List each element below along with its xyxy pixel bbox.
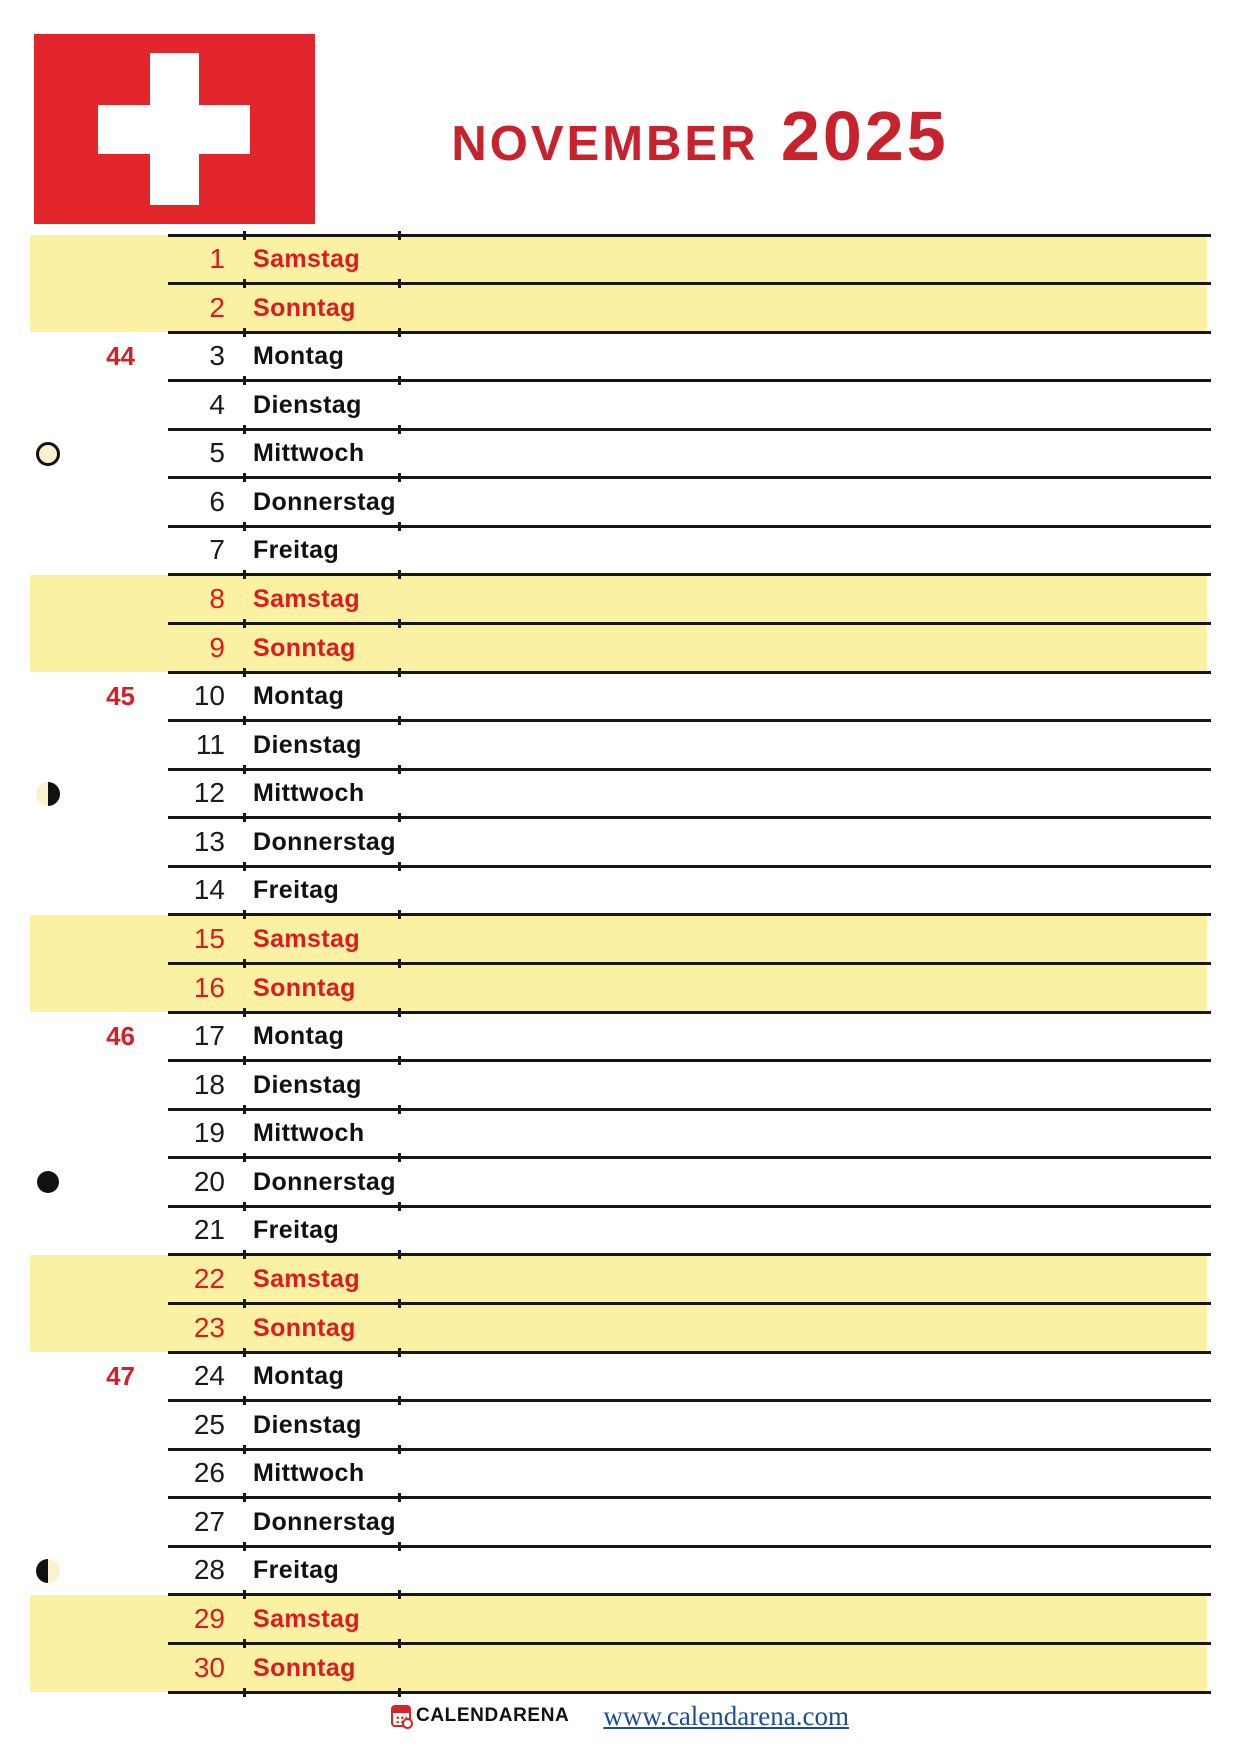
column-tick [243, 765, 246, 774]
swiss-cross-horizontal [98, 105, 250, 154]
row-divider [168, 1691, 1211, 1694]
column-tick [398, 1056, 401, 1065]
calendar-row [0, 526, 1240, 575]
row-divider [168, 476, 1211, 479]
row-divider [168, 525, 1211, 528]
column-tick [243, 1250, 246, 1259]
day-name: Samstag [253, 245, 361, 273]
column-tick [398, 1250, 401, 1259]
week-number: 45 [106, 681, 135, 712]
day-number: 8 [209, 582, 225, 614]
day-name: Dienstag [253, 730, 362, 759]
day-number: 25 [193, 1408, 225, 1440]
column-tick [398, 425, 401, 434]
row-divider [168, 282, 1211, 285]
calendar-row [0, 1546, 1240, 1595]
row-divider [168, 816, 1211, 819]
day-name: Mittwoch [253, 779, 365, 808]
week-number: 46 [106, 1021, 135, 1052]
row-divider [168, 1593, 1211, 1596]
day-name: Donnerstag [253, 827, 396, 856]
day-number: 2 [209, 291, 225, 323]
calendar-row [0, 1595, 1240, 1644]
day-name: Sonntag [253, 633, 356, 662]
day-number: 30 [193, 1651, 225, 1683]
day-number: 24 [193, 1360, 225, 1392]
day-name: Montag [253, 1362, 345, 1391]
day-name: Sonntag [253, 1313, 356, 1342]
calendar-row [0, 915, 1240, 964]
row-divider [168, 1156, 1211, 1159]
row-divider [168, 234, 1211, 237]
column-tick [243, 813, 246, 822]
column-tick [243, 1202, 246, 1211]
day-number: 9 [209, 631, 225, 663]
moon-last-quarter-icon [36, 782, 60, 806]
calendar-row [0, 1109, 1240, 1158]
row-divider [168, 1399, 1211, 1402]
row-divider [168, 1253, 1211, 1256]
column-tick [243, 1105, 246, 1114]
calendar-row [0, 381, 1240, 430]
day-name: Donnerstag [253, 487, 396, 516]
column-tick [398, 522, 401, 531]
column-tick [398, 959, 401, 968]
row-divider [168, 1496, 1211, 1499]
column-tick [398, 1153, 401, 1162]
column-tick [243, 1299, 246, 1308]
row-divider [168, 962, 1211, 965]
day-number: 21 [193, 1214, 225, 1246]
column-tick [243, 1056, 246, 1065]
column-tick [243, 1153, 246, 1162]
calendar-row [0, 235, 1240, 284]
row-divider [168, 671, 1211, 674]
column-tick [243, 425, 246, 434]
row-divider [168, 1302, 1211, 1305]
day-name: Freitag [253, 1556, 340, 1585]
column-tick [398, 1542, 401, 1551]
brand-name: CALENDARENA [416, 1705, 570, 1726]
day-name: Sonntag [253, 973, 356, 1002]
calendar-row [0, 818, 1240, 867]
moon-full-icon [36, 442, 60, 466]
calendar-row [0, 866, 1240, 915]
day-number: 17 [193, 1020, 225, 1052]
row-divider [168, 913, 1211, 916]
day-name: Dienstag [253, 1070, 362, 1099]
day-name: Mittwoch [253, 1119, 365, 1148]
column-tick [243, 619, 246, 628]
day-number: 19 [193, 1117, 225, 1149]
day-number: 29 [193, 1602, 225, 1634]
column-tick [243, 1542, 246, 1551]
day-name: Samstag [253, 924, 361, 953]
brand [391, 1705, 569, 1727]
day-number: 20 [193, 1165, 225, 1197]
day-number: 7 [209, 534, 225, 566]
calendar-row [0, 284, 1240, 333]
day-number: 11 [195, 728, 225, 760]
column-tick [398, 765, 401, 774]
column-tick [243, 1639, 246, 1648]
row-divider [168, 1351, 1211, 1354]
day-number: 3 [209, 340, 225, 372]
column-tick [243, 862, 246, 871]
column-tick [398, 910, 401, 919]
day-name: Mittwoch [253, 439, 365, 468]
day-name: Montag [253, 682, 345, 711]
calendar-row [0, 1304, 1240, 1353]
day-number: 14 [193, 874, 225, 906]
day-name: Samstag [253, 584, 361, 613]
row-divider [168, 865, 1211, 868]
calendar-row [0, 769, 1240, 818]
column-tick [398, 716, 401, 725]
column-tick [243, 668, 246, 677]
row-divider [168, 622, 1211, 625]
row-divider [168, 1059, 1211, 1062]
day-name: Freitag [253, 876, 340, 905]
calendar-row [0, 1206, 1240, 1255]
day-number: 6 [209, 485, 225, 517]
column-tick [243, 1008, 246, 1017]
calendar-row [0, 1061, 1240, 1110]
calendar-row [0, 1644, 1240, 1693]
row-divider [168, 1642, 1211, 1645]
day-number: 1 [209, 243, 225, 274]
website-link[interactable]: www.calendarena.com [603, 1700, 849, 1731]
column-tick [243, 716, 246, 725]
column-tick [398, 1493, 401, 1502]
calendar-row [0, 624, 1240, 673]
day-number: 22 [193, 1262, 225, 1294]
swiss-flag [34, 34, 315, 224]
calendar-row [0, 429, 1240, 478]
day-number: 16 [193, 971, 225, 1003]
column-tick [243, 1445, 246, 1454]
calendar-row [0, 1449, 1240, 1498]
day-name: Samstag [253, 1264, 361, 1293]
row-divider [168, 573, 1211, 576]
week-number: 47 [106, 1361, 135, 1392]
calendar-row [0, 1255, 1240, 1304]
row-divider [168, 379, 1211, 382]
column-tick [243, 231, 246, 240]
day-name: Sonntag [253, 1653, 356, 1682]
row-divider [168, 1545, 1211, 1548]
day-name: Samstag [253, 1604, 361, 1633]
column-tick [398, 1348, 401, 1357]
day-number: 28 [193, 1554, 225, 1586]
row-divider [168, 428, 1211, 431]
column-tick [398, 1445, 401, 1454]
column-tick [398, 570, 401, 579]
column-tick [243, 328, 246, 337]
column-tick [398, 813, 401, 822]
column-tick [243, 1348, 246, 1357]
column-tick [398, 376, 401, 385]
column-tick [243, 279, 246, 288]
month-title: november 2025 [451, 97, 949, 175]
calendar-row [0, 332, 1240, 381]
column-tick [243, 522, 246, 531]
calendar-icon-header [393, 1707, 409, 1713]
column-tick [398, 668, 401, 677]
day-name: Montag [253, 1022, 345, 1051]
day-name: Dienstag [253, 1410, 362, 1439]
day-name: Sonntag [253, 293, 356, 322]
column-tick [398, 1202, 401, 1211]
day-number: 10 [193, 680, 225, 712]
column-tick [398, 473, 401, 482]
day-number: 13 [193, 825, 225, 857]
calendar-row [0, 1498, 1240, 1547]
column-tick [398, 1105, 401, 1114]
day-name: Donnerstag [253, 1507, 396, 1536]
column-tick [398, 862, 401, 871]
column-tick [243, 1396, 246, 1405]
column-tick [398, 1590, 401, 1599]
column-tick [243, 1590, 246, 1599]
day-number: 12 [193, 777, 225, 809]
calendar-row [0, 1012, 1240, 1061]
calendar-row [0, 672, 1240, 721]
day-number: 4 [209, 388, 225, 420]
row-divider [168, 1205, 1211, 1208]
calendar-row [0, 1352, 1240, 1401]
calendar-clock-icon [391, 1705, 411, 1727]
row-divider [168, 768, 1211, 771]
day-number: 26 [193, 1457, 225, 1489]
column-tick [398, 1639, 401, 1648]
column-tick [398, 231, 401, 240]
calendar-row [0, 721, 1240, 770]
column-tick [398, 1396, 401, 1405]
moon-new-icon [37, 1171, 59, 1193]
calendar-row [0, 1158, 1240, 1207]
day-name: Mittwoch [253, 1459, 365, 1488]
row-divider [168, 719, 1211, 722]
column-tick [243, 959, 246, 968]
row-divider [168, 1448, 1211, 1451]
calendar-row [0, 964, 1240, 1013]
column-tick [243, 570, 246, 579]
day-number: 15 [193, 922, 225, 954]
row-divider [168, 1108, 1211, 1111]
day-name: Freitag [253, 536, 340, 565]
day-number: 23 [193, 1311, 225, 1343]
week-number: 44 [106, 341, 135, 372]
column-tick [398, 1299, 401, 1308]
moon-first-quarter-icon [36, 1559, 60, 1583]
day-name: Donnerstag [253, 1167, 396, 1196]
calendar-row [0, 1401, 1240, 1450]
column-tick [243, 1493, 246, 1502]
row-divider [168, 331, 1211, 334]
row-divider [168, 1011, 1211, 1014]
column-tick [398, 328, 401, 337]
column-tick [398, 279, 401, 288]
day-name: Freitag [253, 1216, 340, 1245]
day-number: 18 [193, 1068, 225, 1100]
day-number: 5 [209, 437, 225, 469]
column-tick [243, 910, 246, 919]
calendar-row [0, 575, 1240, 624]
clock-icon [402, 1718, 413, 1729]
column-tick [398, 619, 401, 628]
day-number: 27 [193, 1505, 225, 1537]
day-name: Montag [253, 342, 345, 371]
column-tick [243, 376, 246, 385]
footer [0, 1696, 1240, 1736]
calendar-row [0, 478, 1240, 527]
day-name: Dienstag [253, 390, 362, 419]
column-tick [243, 473, 246, 482]
column-tick [398, 1008, 401, 1017]
